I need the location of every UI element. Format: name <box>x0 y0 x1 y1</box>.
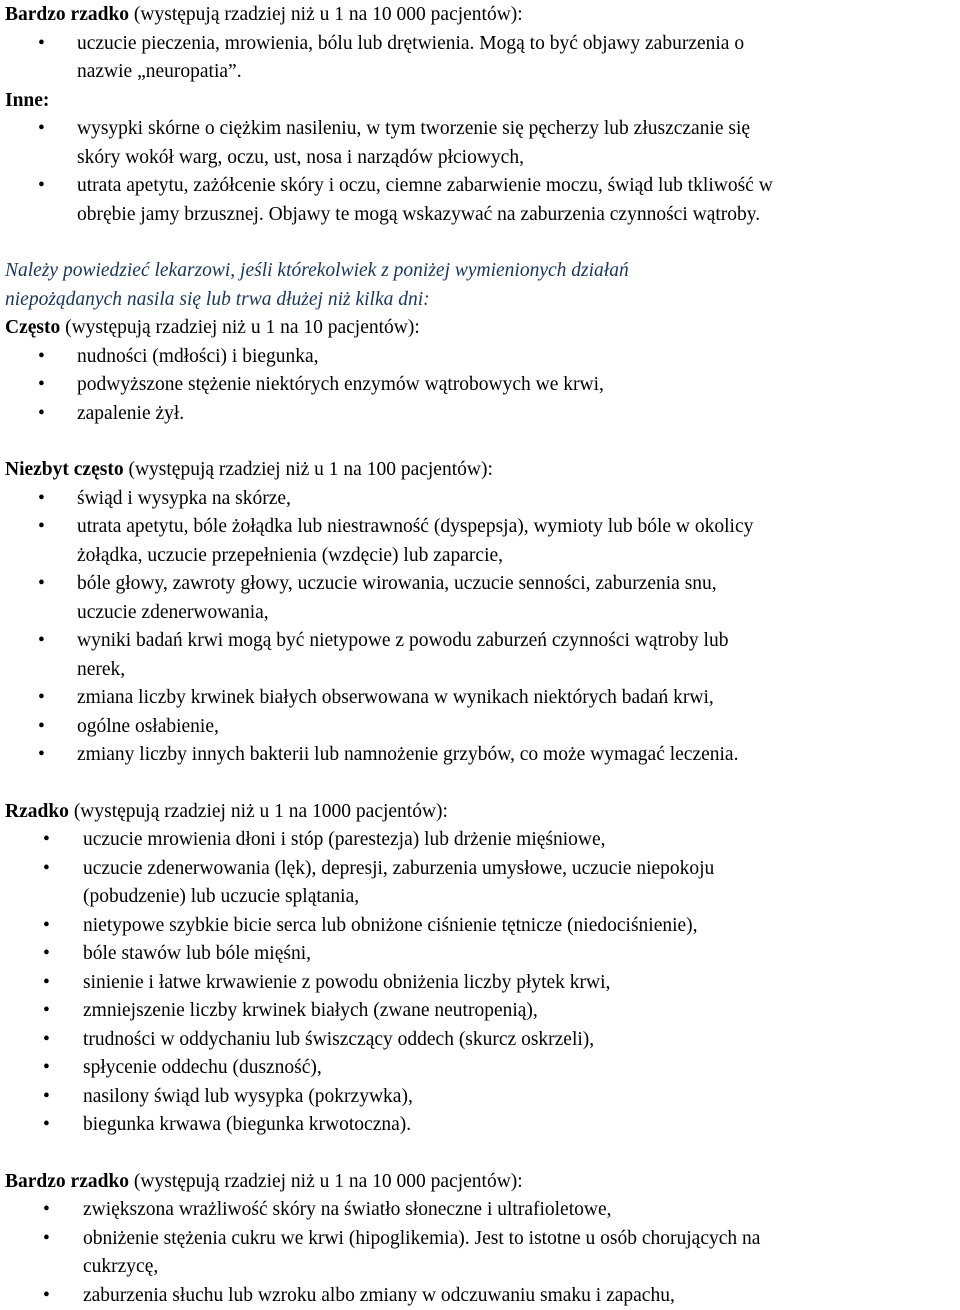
list-item <box>5 713 957 742</box>
list-item-continuation <box>5 201 957 230</box>
notice-line-2: niepożądanych nasila się lub trwa dłużej niż kilka dni: <box>5 286 957 315</box>
heading-frequency: (występują rzadziej niż u 1 na 10 000 pacjentów): <box>129 1171 523 1192</box>
list-item-text: utrata apetytu, zażółcenie skóry i oczu, ciemne zabarwienie moczu, świąd lub tkliwość w <box>77 175 773 196</box>
list-item-text: nazwie „neuropatia”. <box>77 61 242 82</box>
list-item-continuation <box>5 656 957 685</box>
heading-frequency: (występują rzadziej niż u 1 na 100 pacjentów): <box>124 459 493 480</box>
bullet-icon: • <box>38 684 45 713</box>
list-item <box>5 172 957 201</box>
list-item-continuation <box>5 1253 957 1282</box>
list-item-text: (pobudzenie) lub uczucie splątania, <box>83 886 359 907</box>
list-item <box>5 1054 957 1083</box>
list-item-continuation <box>5 144 957 173</box>
list-item-text: zmiany liczby innych bakterii lub namnożenie grzybów, co może wymagać leczenia. <box>77 744 738 765</box>
list-item-continuation <box>5 58 957 87</box>
heading-frequency: (występują rzadziej niż u 1 na 1000 pacjentów): <box>69 801 448 822</box>
list-item-text: obrębie jamy brzusznej. Objawy te mogą wskazywać na zaburzenia czynności wątroby. <box>77 204 760 225</box>
list-item-continuation <box>5 542 957 571</box>
list-item-text: uczucie mrowienia dłoni i stóp (parestezja) lub drżenie mięśniowe, <box>83 829 606 850</box>
list-item <box>5 997 957 1026</box>
document-page <box>5 1 957 1310</box>
list-item <box>5 1196 957 1225</box>
list-item-continuation <box>5 883 957 912</box>
bullet-list-common <box>5 343 957 429</box>
section-heading-rare <box>5 798 957 827</box>
bullet-icon: • <box>38 485 45 514</box>
list-item-text: ogólne osłabienie, <box>77 716 219 737</box>
heading-label: Inne: <box>5 90 49 111</box>
list-item <box>5 30 957 59</box>
heading-frequency: (występują rzadziej niż u 1 na 10 000 pacjentów): <box>129 4 523 25</box>
bullet-icon: • <box>38 400 45 429</box>
list-item-text: nudności (mdłości) i biegunka, <box>77 346 319 367</box>
list-item-text: zapalenie żył. <box>77 403 184 424</box>
list-item-text: podwyższone stężenie niektórych enzymów wątrobowych we krwi, <box>77 374 604 395</box>
bullet-icon: • <box>43 940 50 969</box>
list-item-text: żołądka, uczucie przepełnienia (wzdęcie) lub zaparcie, <box>77 545 503 566</box>
bullet-icon: • <box>43 1111 50 1140</box>
list-item <box>5 115 957 144</box>
bullet-icon: • <box>38 513 45 542</box>
list-item <box>5 741 957 770</box>
section-heading-other <box>5 87 957 116</box>
list-item <box>5 570 957 599</box>
spacer <box>5 428 957 456</box>
list-item <box>5 343 957 372</box>
list-item-text: uczucie zdenerwowania, <box>77 602 269 623</box>
bullet-icon: • <box>43 855 50 884</box>
list-item-text: zaburzenia słuchu lub wzroku albo zmiany w odczuwaniu smaku i zapachu, <box>83 1285 675 1306</box>
list-item <box>5 855 957 884</box>
list-item-continuation <box>5 599 957 628</box>
heading-label: Często <box>5 317 60 338</box>
bullet-icon: • <box>43 826 50 855</box>
bullet-icon: • <box>43 1026 50 1055</box>
list-item <box>5 485 957 514</box>
bullet-icon: • <box>43 1083 50 1112</box>
list-item-text: skóry wokół warg, oczu, ust, nosa i narządów płciowych, <box>77 147 524 168</box>
bullet-icon: • <box>38 343 45 372</box>
list-item-text: uczucie zdenerwowania (lęk), depresji, zaburzenia umysłowe, uczucie niepokoju <box>83 858 714 879</box>
list-item <box>5 1225 957 1254</box>
list-item-text: sinienie i łatwe krwawienie z powodu obniżenia liczby płytek krwi, <box>83 972 610 993</box>
list-item <box>5 826 957 855</box>
list-item <box>5 627 957 656</box>
list-item <box>5 513 957 542</box>
list-item <box>5 1026 957 1055</box>
list-item-text: trudności w oddychaniu lub świszczący oddech (skurcz oskrzeli), <box>83 1029 594 1050</box>
spacer <box>5 770 957 798</box>
list-item-text: obniżenie stężenia cukru we krwi (hipoglikemia). Jest to istotne u osób chorujących na <box>83 1228 760 1249</box>
list-item-text: nerek, <box>77 659 125 680</box>
list-item <box>5 684 957 713</box>
list-item-text: wyniki badań krwi mogą być nietypowe z powodu zaburzeń czynności wątroby lub <box>77 630 728 651</box>
heading-label: Niezbyt często <box>5 459 124 480</box>
bullet-list-other <box>5 115 957 229</box>
list-item-text: nasilony świąd lub wysypka (pokrzywka), <box>83 1086 413 1107</box>
list-item <box>5 969 957 998</box>
list-item-text: wysypki skórne o ciężkim nasileniu, w tym tworzenie się pęcherzy lub złuszczanie się <box>77 118 750 139</box>
bullet-icon: • <box>43 1225 50 1254</box>
bullet-list-rare <box>5 826 957 1140</box>
bullet-icon: • <box>38 371 45 400</box>
heading-label: Bardzo rzadko <box>5 4 129 25</box>
list-item <box>5 371 957 400</box>
bullet-icon: • <box>38 115 45 144</box>
list-item <box>5 1282 957 1310</box>
section-heading-very-rare <box>5 1 957 30</box>
section-heading-uncommon <box>5 456 957 485</box>
bullet-icon: • <box>43 997 50 1026</box>
bullet-list-uncommon <box>5 485 957 770</box>
bullet-icon: • <box>43 969 50 998</box>
bullet-icon: • <box>38 713 45 742</box>
heading-label: Bardzo rzadko <box>5 1171 129 1192</box>
list-item-text: uczucie pieczenia, mrowienia, bólu lub drętwienia. Mogą to być objawy zaburzenia o <box>77 33 744 54</box>
list-item-text: świąd i wysypka na skórze, <box>77 488 291 509</box>
section-heading-very-rare-2 <box>5 1168 957 1197</box>
heading-label: Rzadko <box>5 801 69 822</box>
bullet-icon: • <box>43 1054 50 1083</box>
bullet-icon: • <box>38 570 45 599</box>
heading-frequency: (występują rzadziej niż u 1 na 10 pacjentów): <box>60 317 420 338</box>
list-item-text: bóle stawów lub bóle mięśni, <box>83 943 311 964</box>
list-item <box>5 400 957 429</box>
list-item-text: utrata apetytu, bóle żołądka lub niestrawność (dyspepsja), wymioty lub bóle w okolicy <box>77 516 753 537</box>
bullet-list-very-rare-2 <box>5 1196 957 1310</box>
list-item-text: cukrzycę, <box>83 1256 158 1277</box>
bullet-icon: • <box>38 172 45 201</box>
list-item-text: zmniejszenie liczby krwinek białych (zwane neutropenią), <box>83 1000 538 1021</box>
list-item <box>5 1111 957 1140</box>
bullet-icon: • <box>38 627 45 656</box>
bullet-icon: • <box>43 912 50 941</box>
bullet-icon: • <box>43 1196 50 1225</box>
list-item-text: zwiększona wrażliwość skóry na światło słoneczne i ultrafioletowe, <box>83 1199 612 1220</box>
list-item-text: bóle głowy, zawroty głowy, uczucie wirowania, uczucie senności, zaburzenia snu, <box>77 573 717 594</box>
list-item-text: biegunka krwawa (biegunka krwotoczna). <box>83 1114 411 1135</box>
list-item <box>5 940 957 969</box>
spacer <box>5 229 957 257</box>
bullet-icon: • <box>43 1282 50 1310</box>
section-heading-common <box>5 314 957 343</box>
list-item <box>5 1083 957 1112</box>
bullet-icon: • <box>38 30 45 59</box>
list-item-text: nietypowe szybkie bicie serca lub obniżone ciśnienie tętnicze (niedociśnienie), <box>83 915 698 936</box>
bullet-list-very-rare-1 <box>5 30 957 87</box>
list-item <box>5 912 957 941</box>
spacer <box>5 1140 957 1168</box>
list-item-text: zmiana liczby krwinek białych obserwowana w wynikach niektórych badań krwi, <box>77 687 714 708</box>
bullet-icon: • <box>38 741 45 770</box>
list-item-text: spłycenie oddechu (duszność), <box>83 1057 322 1078</box>
notice-line-1: Należy powiedzieć lekarzowi, jeśli którekolwiek z poniżej wymienionych działań <box>5 257 957 286</box>
